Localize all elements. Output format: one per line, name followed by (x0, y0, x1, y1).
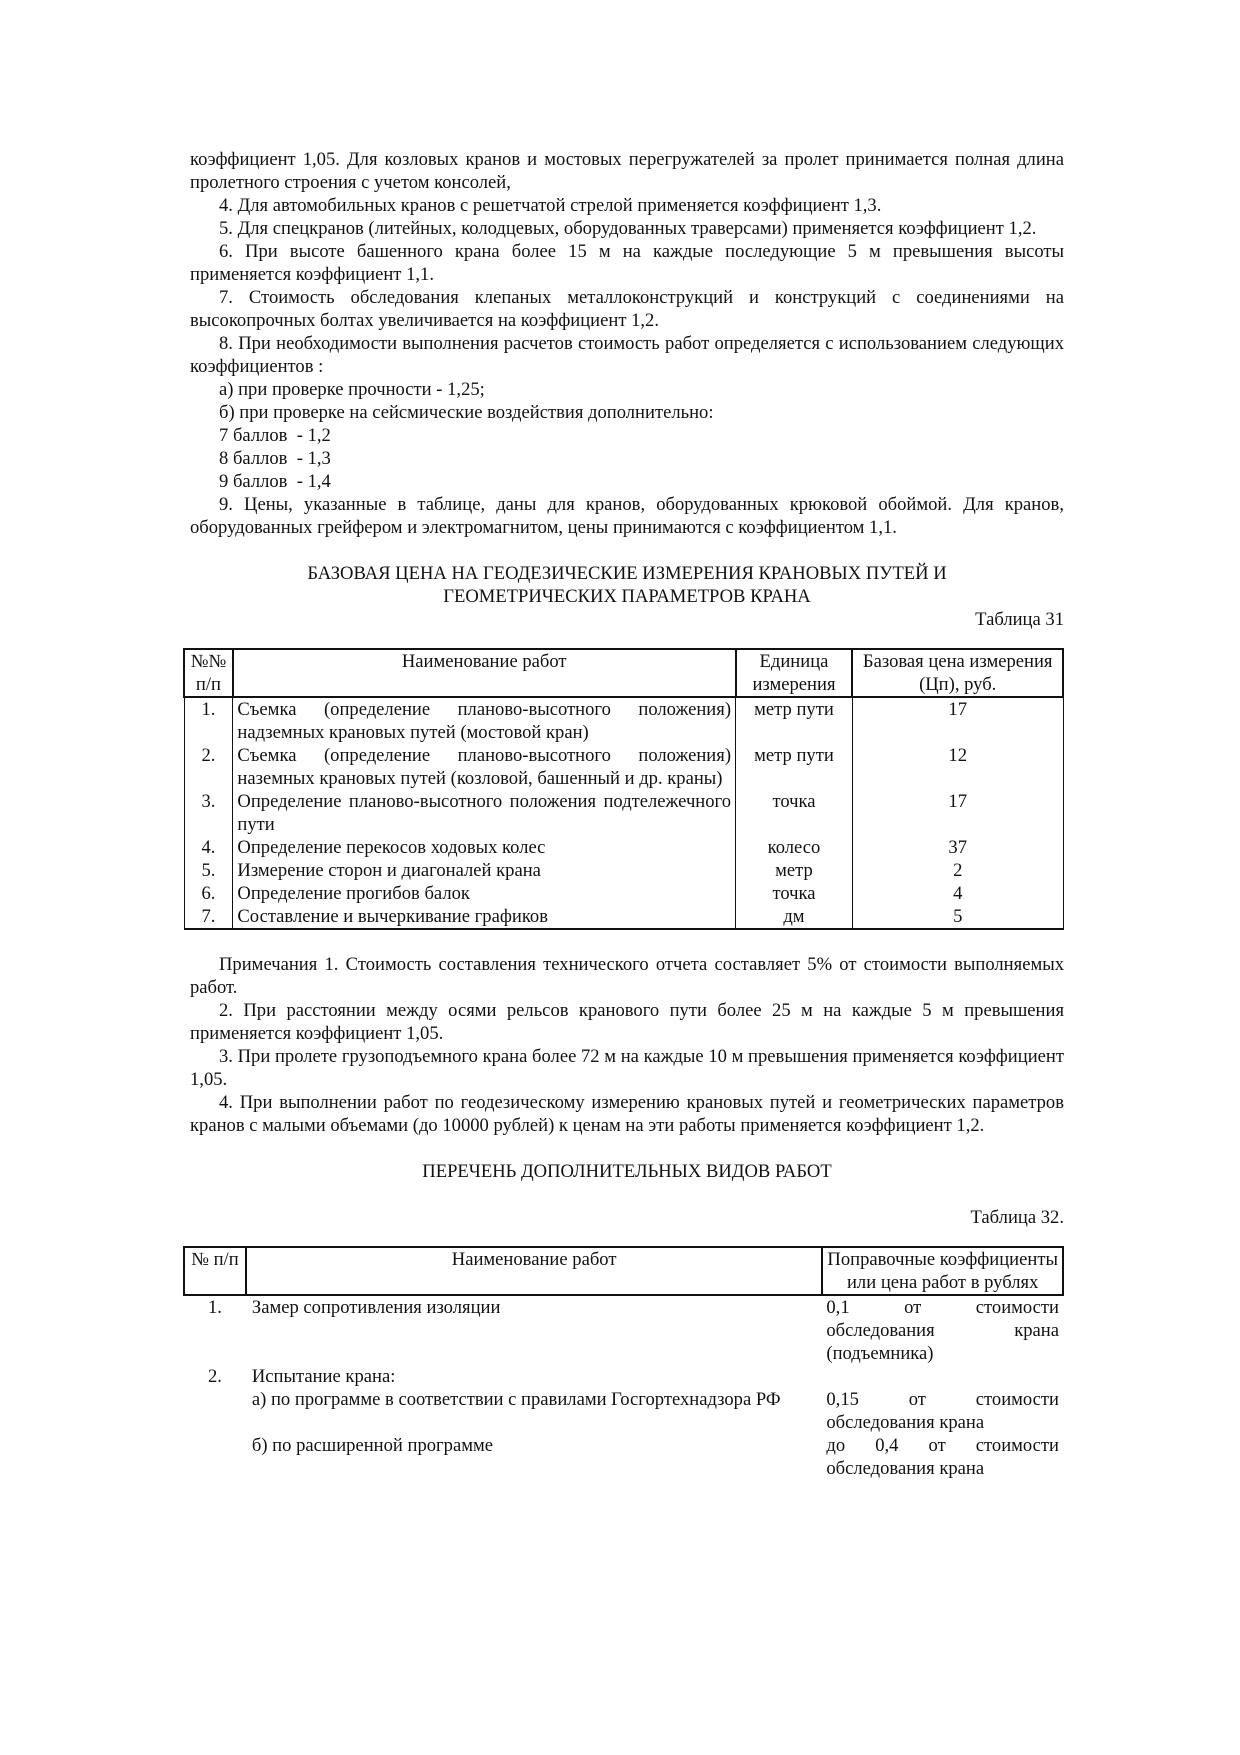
row-price: 17 (852, 790, 1063, 836)
table-row (184, 1365, 1063, 1388)
table-row (184, 859, 1063, 882)
intro-paragraph: 9. Цены, указанные в таблице, даны для кранов, оборудованных крюковой обоймой. Для кранов, оборудованных грейфером и электромагнитом, цены принимаются с коэффициентом 1,1. (190, 494, 1064, 538)
table-row (184, 790, 1063, 836)
document-page (190, 148, 1064, 1480)
table-row (184, 744, 1063, 790)
intro-paragraph: а) при проверке прочности - 1,25; (219, 379, 485, 400)
row-subitem-name: а) по программе в соответствии с правилами Госгортехнадзора РФ (251, 1389, 781, 1410)
section1-title-line2: ГЕОМЕТРИЧЕСКИХ ПАРАМЕТРОВ КРАНА (443, 586, 811, 607)
table-row (184, 1388, 1063, 1434)
table-32 (183, 1246, 1064, 1480)
row-num: 2. (207, 1366, 222, 1387)
section2-title: ПЕРЕЧЕНЬ ДОПОЛНИТЕЛЬНЫХ ВИДОВ РАБОТ (422, 1161, 832, 1182)
row-coef: 0,1 от стоимости обследования крана (подъемника) (826, 1297, 1059, 1364)
row-num: 3. (184, 790, 233, 836)
intro-paragraph: 4. Для автомобильных кранов с решетчатой стрелой применяется коэффициент 1,3. (219, 195, 882, 216)
row-subitem-coef: до 0,4 от стоимости обследования крана (826, 1435, 1059, 1479)
row-unit: метр (736, 859, 853, 882)
row-unit: метр пути (736, 744, 853, 790)
intro-paragraph: коэффициент 1,05. Для козловых кранов и мостовых перегружателей за пролет принимается полная длина пролетного строения с учетом консолей, (190, 149, 1064, 193)
row-num: 1. (207, 1297, 222, 1318)
section1-title-line1: БАЗОВАЯ ЦЕНА НА ГЕОДЕЗИЧЕСКИЕ ИЗМЕРЕНИЯ КРАНОВЫХ ПУТЕЙ И (307, 563, 947, 584)
row-price: 4 (852, 882, 1063, 905)
row-name: Съемка (определение планово-высотного положения) надземных крановых путей (мостовой кран) (233, 697, 736, 744)
row-subitem-coef: 0,15 от стоимости обследования крана (826, 1389, 1059, 1433)
note-paragraph: 2. При расстоянии между осями рельсов кранового пути более 25 м на каждые 5 м превышения применяется коэффициент 1,05. (190, 1000, 1064, 1044)
row-name: Составление и вычеркивание графиков (233, 905, 736, 929)
table31-header-row (184, 649, 1063, 697)
row-unit: точка (736, 790, 853, 836)
table32-header-coef: Поправочные коэффициенты или цена работ в рублях (822, 1247, 1063, 1295)
intro-paragraph: 8 баллов - 1,3 (219, 448, 331, 469)
row-unit: колесо (736, 836, 853, 859)
intro-paragraph: 7 баллов - 1,2 (219, 425, 331, 446)
row-unit: дм (736, 905, 853, 929)
row-name: Измерение сторон и диагоналей крана (233, 859, 736, 882)
row-price: 12 (852, 744, 1063, 790)
row-name: Съемка (определение планово-высотного положения) наземных крановых путей (козловой, башенный и др. краны) (233, 744, 736, 790)
table32-label: Таблица 32. (970, 1207, 1064, 1228)
note-paragraph: 3. При пролете грузоподъемного крана более 72 м на каждые 10 м превышения применяется коэффициент 1,05. (190, 1046, 1064, 1090)
table-row (184, 836, 1063, 859)
row-price: 37 (852, 836, 1063, 859)
intro-paragraph: 9 баллов - 1,4 (219, 471, 331, 492)
row-price: 2 (852, 859, 1063, 882)
table31-label: Таблица 31 (975, 609, 1064, 630)
row-num: 2. (184, 744, 233, 790)
intro-paragraph: б) при проверке на сейсмические воздействия дополнительно: (219, 402, 714, 423)
intro-paragraph: 5. Для спецкранов (литейных, колодцевых, оборудованных траверсами) применяется коэффициент 1,2. (219, 218, 1037, 239)
intro-paragraph: 8. При необходимости выполнения расчетов стоимость работ определяется с использованием следующих коэффициентов : (190, 333, 1064, 377)
row-subitem-name: б) по расширенной программе (251, 1435, 493, 1456)
table31-header-name: Наименование работ (233, 649, 736, 697)
table-row (184, 697, 1063, 744)
table-row (184, 1434, 1063, 1480)
row-name: Определение прогибов балок (233, 882, 736, 905)
table31-header-unit: Единица измерения (736, 649, 853, 697)
row-name: Испытание крана: (251, 1366, 396, 1387)
intro-block (190, 148, 1064, 539)
intro-paragraph: 7. Стоимость обследования клепаных металлоконструкций и конструкций с соединениями на высокопрочных болтах увеличивается на коэффициент 1,2. (190, 287, 1064, 331)
table32-header-name: Наименование работ (246, 1247, 823, 1295)
table32-header-row (184, 1247, 1063, 1295)
row-unit: метр пути (736, 697, 853, 744)
table-row (184, 1295, 1063, 1365)
row-name: Замер сопротивления изоляции (251, 1297, 501, 1318)
row-name: Определение планово-высотного положения подтележечного пути (233, 790, 736, 836)
row-name: Определение перекосов ходовых колес (233, 836, 736, 859)
table32-header-num: № п/п (184, 1247, 246, 1295)
note-paragraph: Примечания 1. Стоимость составления технического отчета составляет 5% от стоимости выполняемых работ. (190, 954, 1064, 998)
notes-block (190, 953, 1064, 1137)
row-num: 7. (184, 905, 233, 929)
row-price: 5 (852, 905, 1063, 929)
table31-header-num: №№ п/п (184, 649, 233, 697)
table31-header-price: Базовая цена измерения (Цп), руб. (852, 649, 1063, 697)
table-31 (183, 648, 1064, 930)
note-paragraph: 4. При выполнении работ по геодезическому измерению крановых путей и геометрических параметров кранов с малыми объемами (до 10000 рублей) к ценам на эти работы применяется коэффициент 1,2. (190, 1092, 1064, 1136)
row-unit: точка (736, 882, 853, 905)
intro-paragraph: 6. При высоте башенного крана более 15 м на каждые последующие 5 м превышения высоты применяется коэффициент 1,1. (190, 241, 1064, 285)
row-num: 1. (184, 697, 233, 744)
row-price: 17 (852, 697, 1063, 744)
table-row (184, 905, 1063, 929)
table-row (184, 882, 1063, 905)
row-num: 4. (184, 836, 233, 859)
section1-title (190, 562, 1064, 608)
row-num: 5. (184, 859, 233, 882)
row-num: 6. (184, 882, 233, 905)
